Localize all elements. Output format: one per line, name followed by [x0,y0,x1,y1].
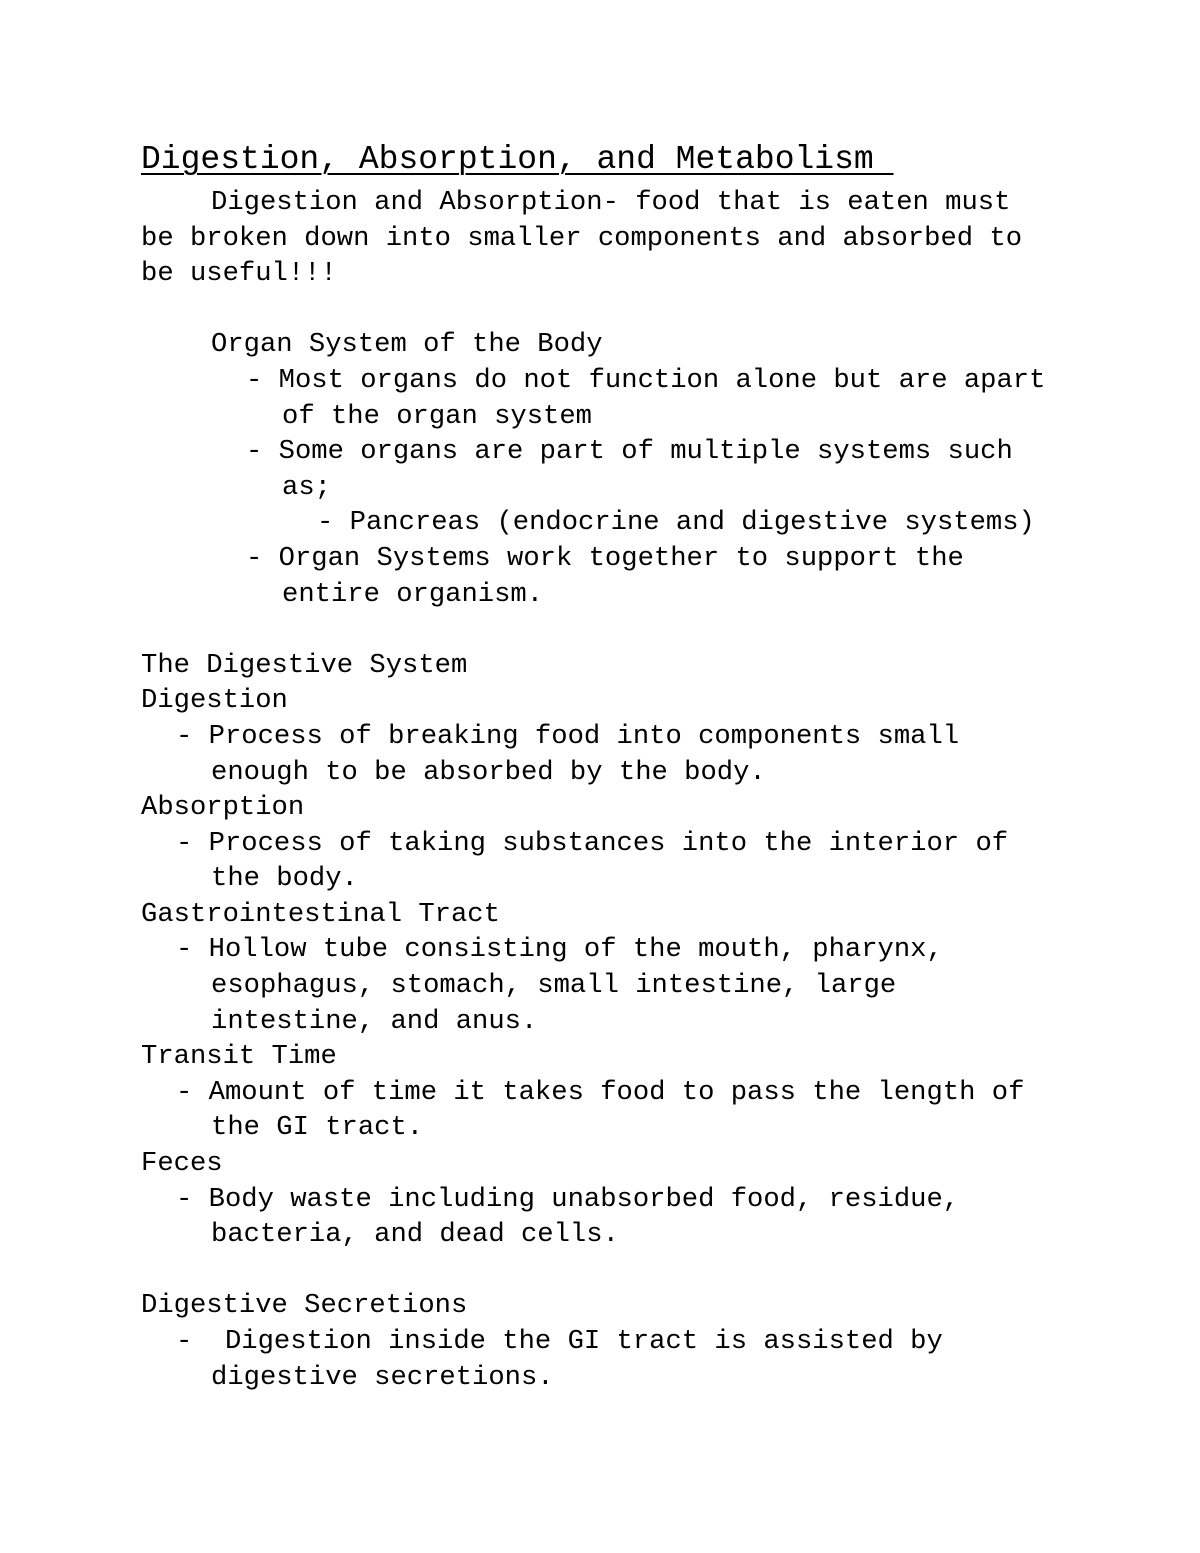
intro-line: Digestion and Absorption- food that is eaten must [211,187,1011,218]
bullet-continuation: entire organism. [282,578,544,610]
intro-line: be useful!!! [141,258,337,290]
section-heading: The Digestive System [141,649,468,681]
bullet-item: - Most organs do not function alone but are apart [246,364,1046,396]
blank-line [141,612,1101,648]
bullet-continuation: bacteria, and dead cells. [211,1219,619,1251]
term-heading: Gastrointestinal Tract [141,898,500,930]
bullet-continuation: intestine, and anus. [211,1005,538,1037]
bullet-continuation: esophagus, stomach, small intestine, large [211,970,897,1002]
bullet-item: - Organ Systems work together to support the [246,542,964,574]
bullet-item: - Amount of time it takes food to pass the length of [176,1076,1025,1108]
term-heading: Feces [141,1148,223,1180]
term-heading: Absorption [141,792,305,824]
bullet-continuation: digestive secretions. [211,1361,554,1393]
bullet-continuation: of the organ system [282,400,592,432]
blank-line [141,1253,1101,1289]
document-body [141,185,1101,1395]
term-heading: Transit Time [141,1041,337,1073]
section-heading: Digestive Secretions [141,1290,468,1322]
section-heading: Organ System of the Body [211,329,603,361]
bullet-item: - Body waste including unabsorbed food, residue, [176,1183,960,1215]
document-title: Digestion, Absorption, and Metabolism [141,141,894,178]
bullet-item: - Process of breaking food into components small [176,720,960,752]
bullet-continuation: enough to be absorbed by the body. [211,756,766,788]
blank-line [141,292,1101,328]
sub-bullet-item: - Pancreas (endocrine and digestive systems) [317,507,1035,539]
bullet-item: - Hollow tube consisting of the mouth, pharynx, [176,934,943,966]
bullet-item: - Process of taking substances into the interior of [176,827,1009,859]
bullet-continuation: the GI tract. [211,1112,424,1144]
term-heading: Digestion [141,685,288,717]
bullet-continuation: as; [282,471,331,503]
bullet-continuation: the body. [211,863,358,895]
intro-line: be broken down into smaller components and absorbed to [141,222,1023,254]
bullet-item: - Digestion inside the GI tract is assisted by [176,1326,943,1357]
bullet-item: - Some organs are part of multiple systems such [246,436,1013,468]
